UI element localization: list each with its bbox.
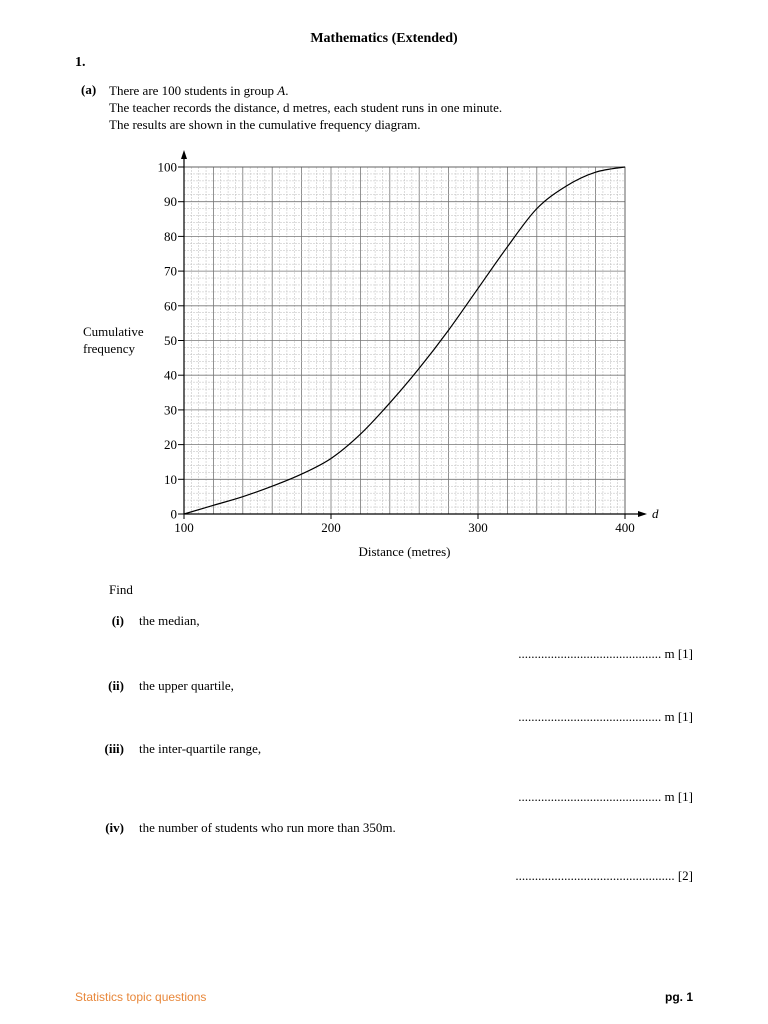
intro-line: There are 100 students in group A. — [109, 83, 289, 98]
answer-line: ............................................ m [1] — [518, 709, 693, 724]
x-tick-label: 400 — [615, 520, 635, 535]
x-tick-label: 200 — [321, 520, 341, 535]
y-tick-label: 90 — [164, 194, 177, 210]
part-label: (a) — [81, 82, 97, 97]
chart-grid — [184, 167, 625, 514]
footer-topic: Statistics topic questions — [75, 990, 207, 1004]
x-tick-label: 300 — [468, 520, 488, 535]
page-title: Mathematics (Extended) — [310, 31, 458, 46]
subpart-label: (iii) — [104, 741, 124, 756]
y-tick-label: 10 — [164, 471, 177, 487]
intro-line: The results are shown in the cumulative frequency diagram. — [109, 117, 421, 132]
subpart-text: the median, — [139, 613, 200, 628]
subpart-label: (i) — [111, 613, 124, 628]
y-tick-label: 20 — [164, 437, 177, 453]
y-tick-label: 40 — [164, 367, 177, 383]
y-axis-arrow — [181, 150, 187, 159]
subpart-text: the number of students who run more than 350m. — [139, 820, 396, 835]
y-tick-label: 100 — [157, 159, 177, 175]
subpart-text: the upper quartile, — [139, 678, 234, 693]
y-axis-label-line: Cumulative — [83, 324, 144, 339]
y-axis-label-line: frequency — [83, 341, 135, 356]
subpart-label: (iv) — [105, 820, 124, 835]
intro-line: The teacher records the distance, d metres, each student runs in one minute. — [109, 100, 503, 115]
answer-line: ............................................ m [1] — [518, 646, 693, 661]
y-tick-label: 80 — [164, 228, 177, 244]
subpart-text: the inter-quartile range, — [139, 741, 262, 756]
x-axis-symbol: d — [652, 506, 659, 521]
y-tick-label: 50 — [164, 333, 177, 348]
page-number: pg. 1 — [664, 990, 693, 1004]
y-tick-label: 60 — [164, 298, 177, 314]
y-tick-label: 70 — [164, 263, 177, 279]
y-tick-label: 0 — [170, 506, 177, 522]
find-label: Find — [109, 582, 133, 597]
answer-line: ............................................ m [1] — [518, 789, 693, 804]
x-axis-label: Distance (metres) — [358, 544, 451, 559]
y-tick-label: 30 — [164, 402, 177, 418]
subpart-label: (ii) — [108, 678, 124, 693]
question-number: 1. — [75, 55, 86, 70]
answer-line: ................................................. [2] — [515, 868, 693, 883]
x-axis-arrow — [638, 511, 647, 517]
x-tick-label: 100 — [174, 520, 194, 535]
